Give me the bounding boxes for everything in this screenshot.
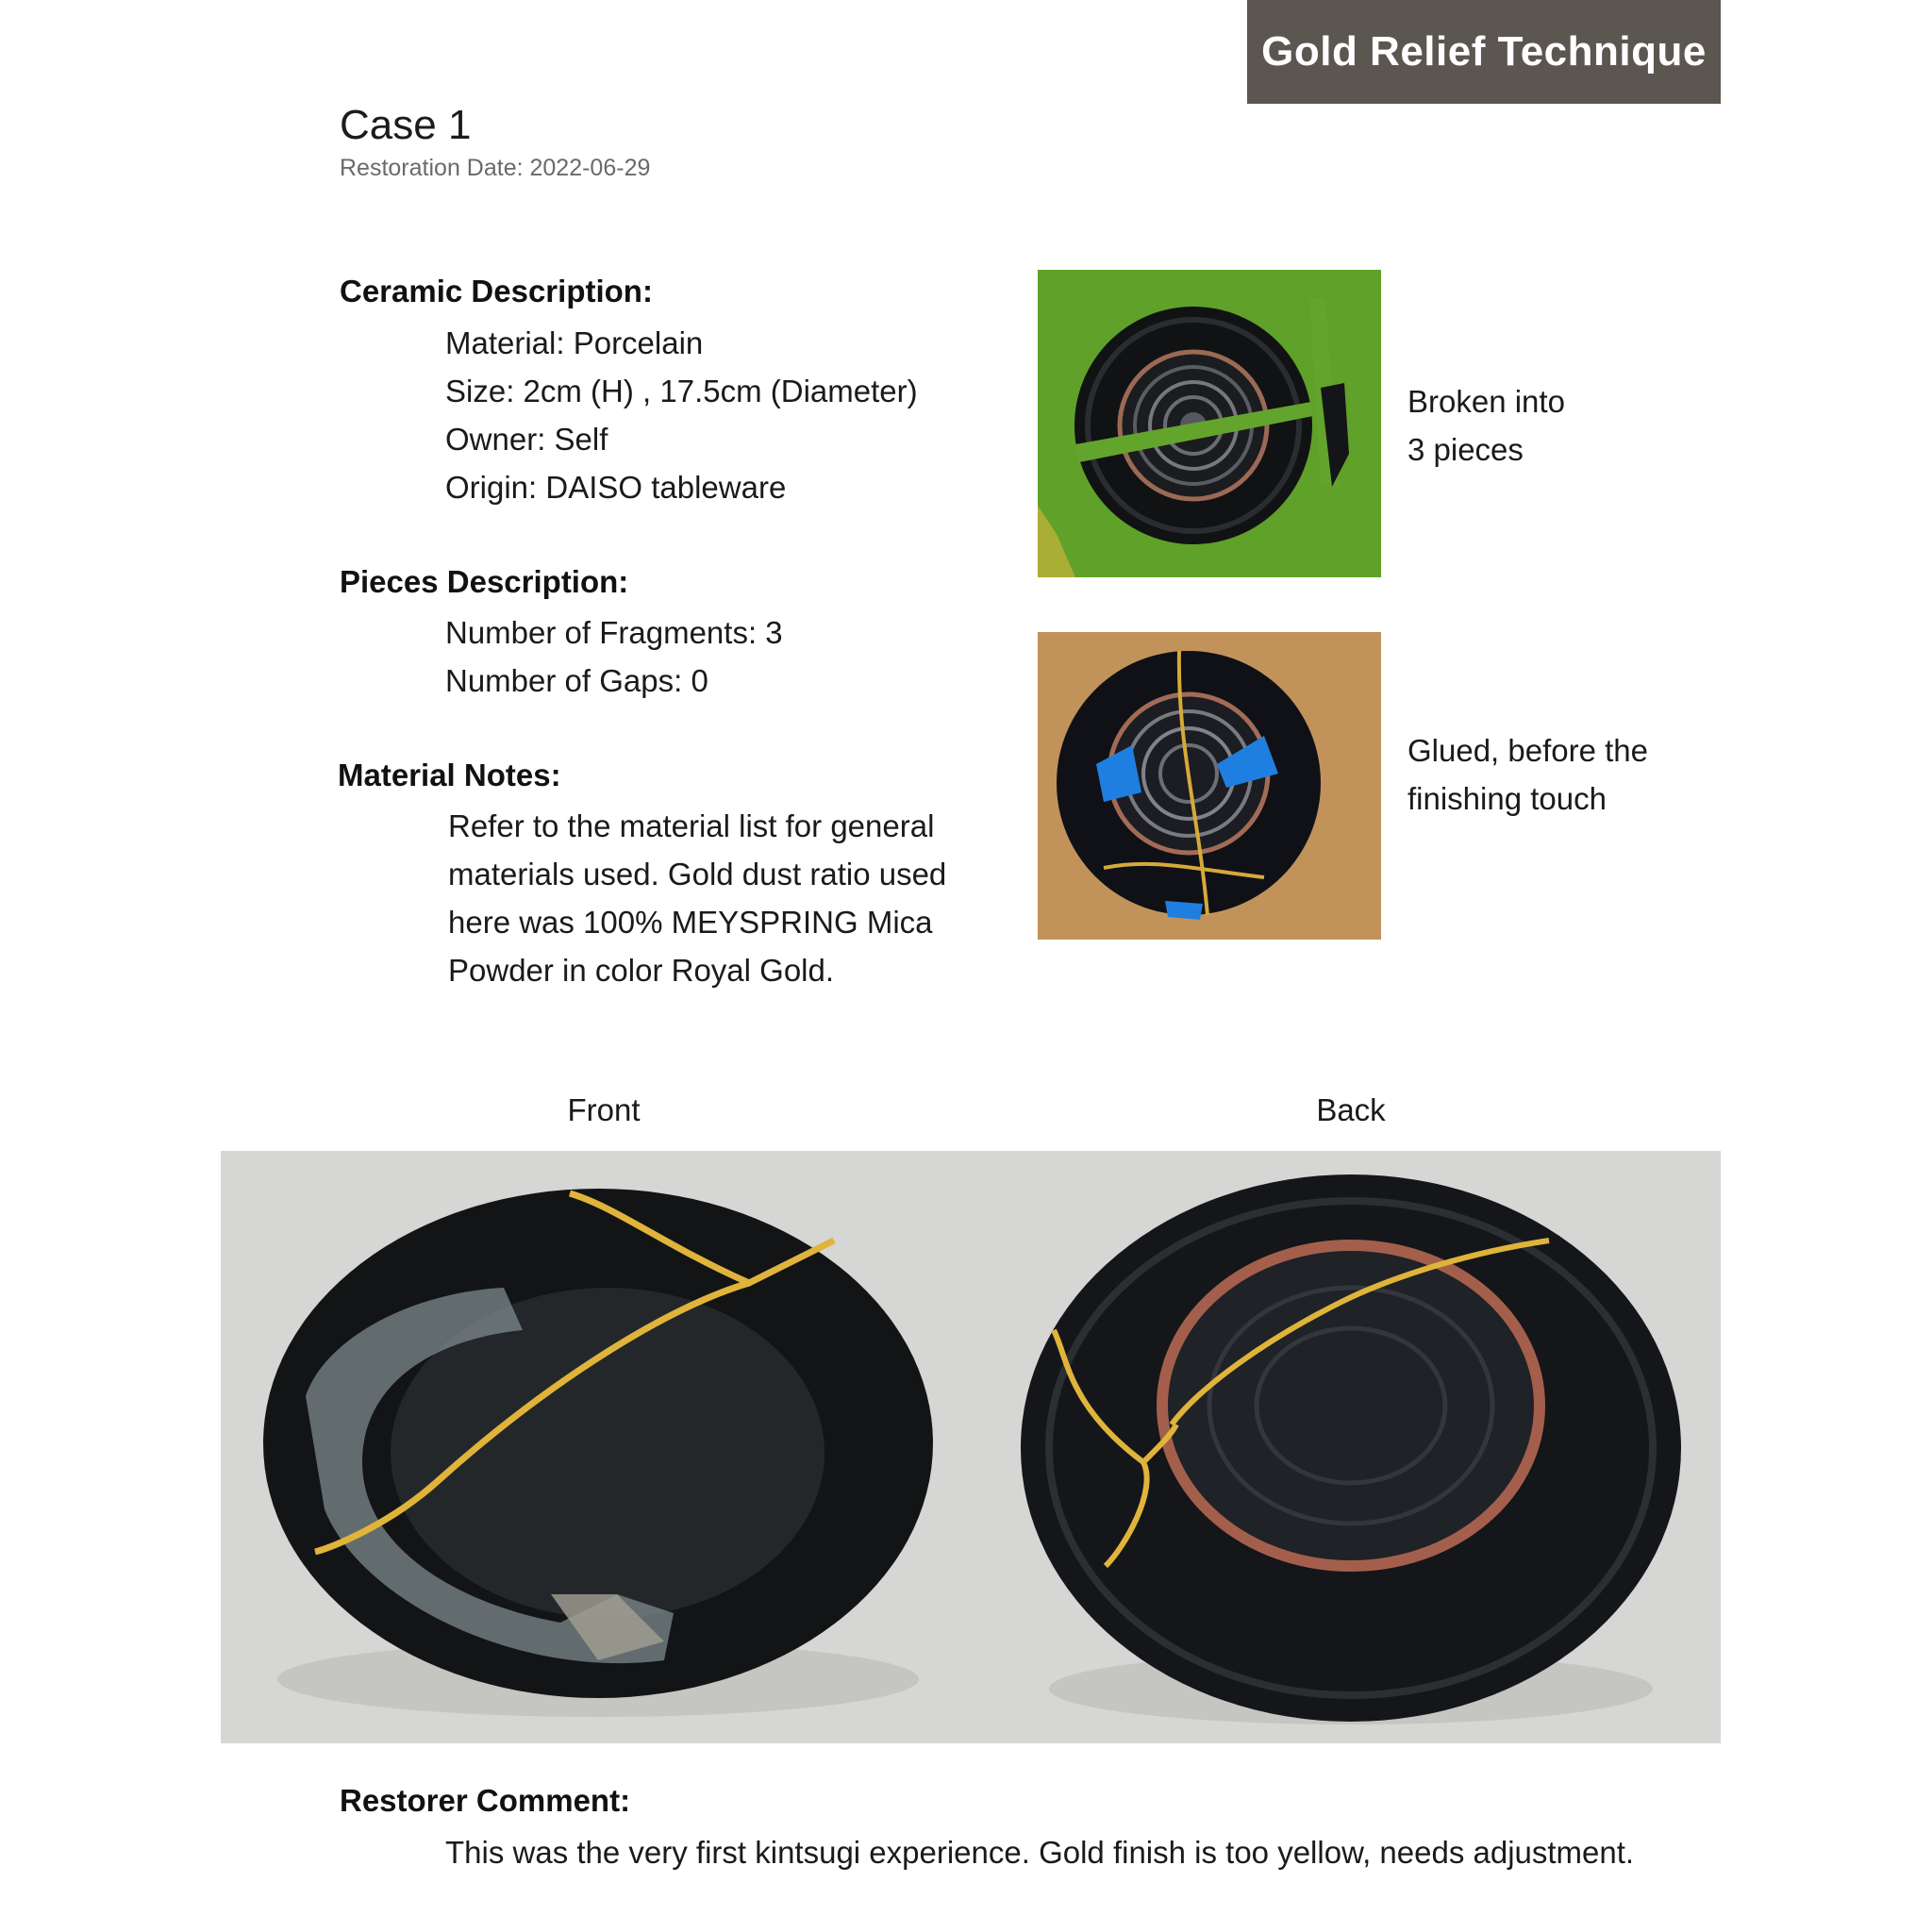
glued-caption-line: finishing touch bbox=[1407, 781, 1607, 816]
glued-plate-photo bbox=[1038, 632, 1381, 940]
fragments-count: Number of Fragments: 3 bbox=[445, 615, 783, 650]
glued-caption-line: Glued, before the bbox=[1407, 733, 1649, 768]
broken-caption bbox=[1407, 377, 1565, 474]
case-title: Case 1 bbox=[340, 102, 472, 148]
restorer-comment-heading: Restorer Comment: bbox=[340, 1783, 631, 1818]
technique-banner: Gold Relief Technique bbox=[1247, 0, 1721, 104]
broken-caption-line: Broken into bbox=[1407, 384, 1565, 419]
ceramic-owner: Owner: Self bbox=[445, 422, 608, 457]
ceramic-size: Size: 2cm (H) , 17.5cm (Diameter) bbox=[445, 374, 918, 408]
restorer-comment-text: This was the very first kintsugi experience. Gold finish is too yellow, needs adjustment. bbox=[445, 1835, 1635, 1870]
ceramic-material: Material: Porcelain bbox=[445, 325, 704, 360]
ceramic-origin: Origin: DAISO tableware bbox=[445, 470, 787, 505]
restoration-date: Restoration Date: 2022-06-29 bbox=[340, 155, 651, 181]
pieces-description-heading: Pieces Description: bbox=[340, 564, 629, 599]
material-notes-text bbox=[448, 802, 946, 994]
broken-plate-photo bbox=[1038, 270, 1381, 577]
material-note-line: Refer to the material list for general bbox=[448, 808, 935, 843]
back-label: Back bbox=[1316, 1092, 1386, 1127]
ceramic-description-heading: Ceramic Description: bbox=[340, 274, 653, 308]
material-notes-heading: Material Notes: bbox=[338, 758, 561, 792]
glued-caption bbox=[1407, 726, 1648, 823]
front-plate-photo bbox=[221, 1151, 983, 1743]
material-note-line: here was 100% MEYSPRING Mica bbox=[448, 905, 933, 940]
back-plate-photo bbox=[983, 1151, 1721, 1743]
ceramic-description-list bbox=[445, 319, 918, 511]
front-label: Front bbox=[567, 1092, 641, 1127]
pieces-description-list bbox=[445, 608, 783, 705]
gaps-count: Number of Gaps: 0 bbox=[445, 663, 708, 698]
material-note-line: Powder in color Royal Gold. bbox=[448, 953, 835, 988]
material-note-line: materials used. Gold dust ratio used bbox=[448, 857, 947, 891]
broken-caption-line: 3 pieces bbox=[1407, 432, 1524, 467]
